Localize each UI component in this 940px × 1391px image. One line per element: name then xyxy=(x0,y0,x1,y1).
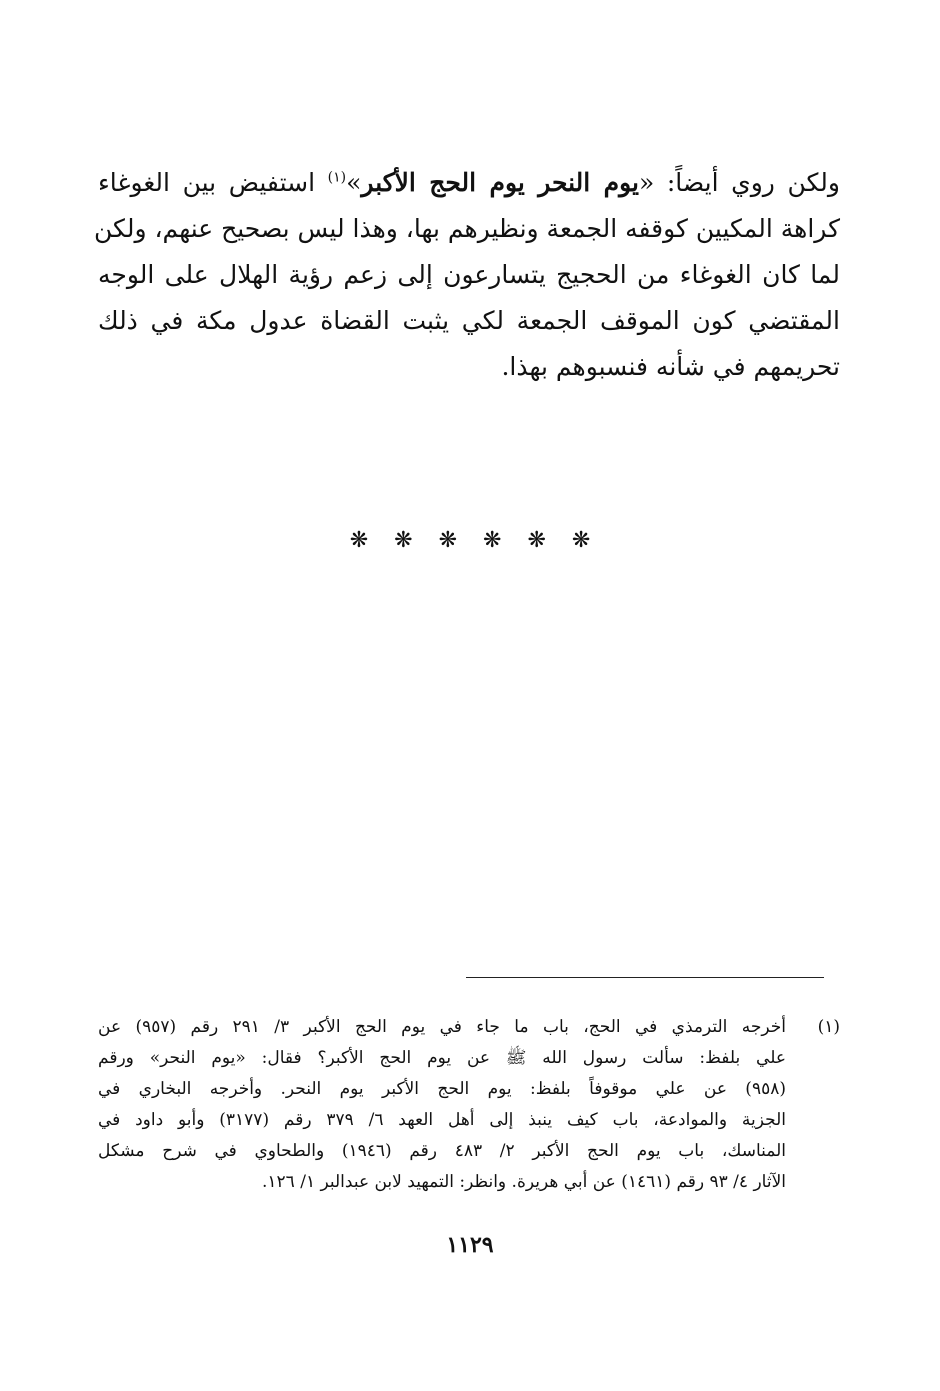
footnote-line-1: أخرجه الترمذي في الحج، باب ما جاء في يوم الحج الأكبر ٣/ ٢٩١ رقم (٩٥٧) عن xyxy=(98,1017,786,1037)
paragraph-line-4: المقتضي كون الموقف الجمعة لكي يثبت القضاة عدول مكة في ذلك xyxy=(98,306,840,335)
footnote-body xyxy=(98,1012,786,1198)
page-number: ١١٢٩ xyxy=(446,1232,494,1258)
quoted-hadith: يوم النحر يوم الحج الأكبر xyxy=(361,168,639,197)
asterism-icon: ❋ xyxy=(394,528,413,553)
asterism-icon: ❋ xyxy=(483,528,502,553)
footnote-number: (١) xyxy=(817,1017,840,1037)
footnote-divider xyxy=(466,977,824,978)
paragraph-line-1 xyxy=(98,160,840,206)
footnote-line-3: (٩٥٨) عن علي موقوفاً بلفظ: يوم الحج الأكبر يوم النحر. وأخرجه البخاري في xyxy=(98,1079,786,1099)
main-paragraph xyxy=(94,160,840,390)
section-separator xyxy=(0,528,940,553)
asterism-icon: ❋ xyxy=(571,528,591,553)
footnote xyxy=(98,1012,840,1198)
asterism-icon: ❋ xyxy=(349,528,369,553)
line-1-intro: ولكن روي أيضاً: « xyxy=(638,168,840,197)
footnote-line-6: الآثار ٤/ ٩٣ رقم (١٤٦١) عن أبي هريرة. وانظر: التمهيد لابن عبدالبر ١/ ١٢٦. xyxy=(261,1172,786,1192)
line-1-rest: استفيض بين الغوغاء xyxy=(98,168,328,197)
paragraph-line-5: تحريمهم في شأنه فنسبوهم بهذا. xyxy=(501,352,840,381)
footnote-reference[interactable]: (١) xyxy=(327,169,347,186)
footnote-line-4: الجزية والموادعة، باب كيف ينبذ إلى أهل العهد ٦/ ٣٧٩ رقم (٣١٧٧) وأبو داود في xyxy=(98,1110,786,1130)
paragraph-line-3: لما كان الغوغاء من الحجيج يتسارعون إلى زعم رؤية الهلال على الوجه xyxy=(98,260,840,289)
footnote-line-2: علي بلفظ: سألت رسول الله ﷺ عن يوم الحج الأكبر؟ فقال: «يوم النحر» ورقم xyxy=(98,1048,786,1068)
paragraph-line-2: كراهة المكيين كوقفه الجمعة ونظيرهم بها، وهذا ليس بصحيح عنهم، ولكن xyxy=(94,214,840,243)
asterism-icon: ❋ xyxy=(527,528,546,553)
asterism-icon: ❋ xyxy=(438,528,457,553)
quote-close: » xyxy=(346,168,362,197)
footnote-line-5: المناسك، باب يوم الحج الأكبر ٢/ ٤٨٣ رقم (١٩٤٦) والطحاوي في شرح مشكل xyxy=(98,1141,787,1161)
